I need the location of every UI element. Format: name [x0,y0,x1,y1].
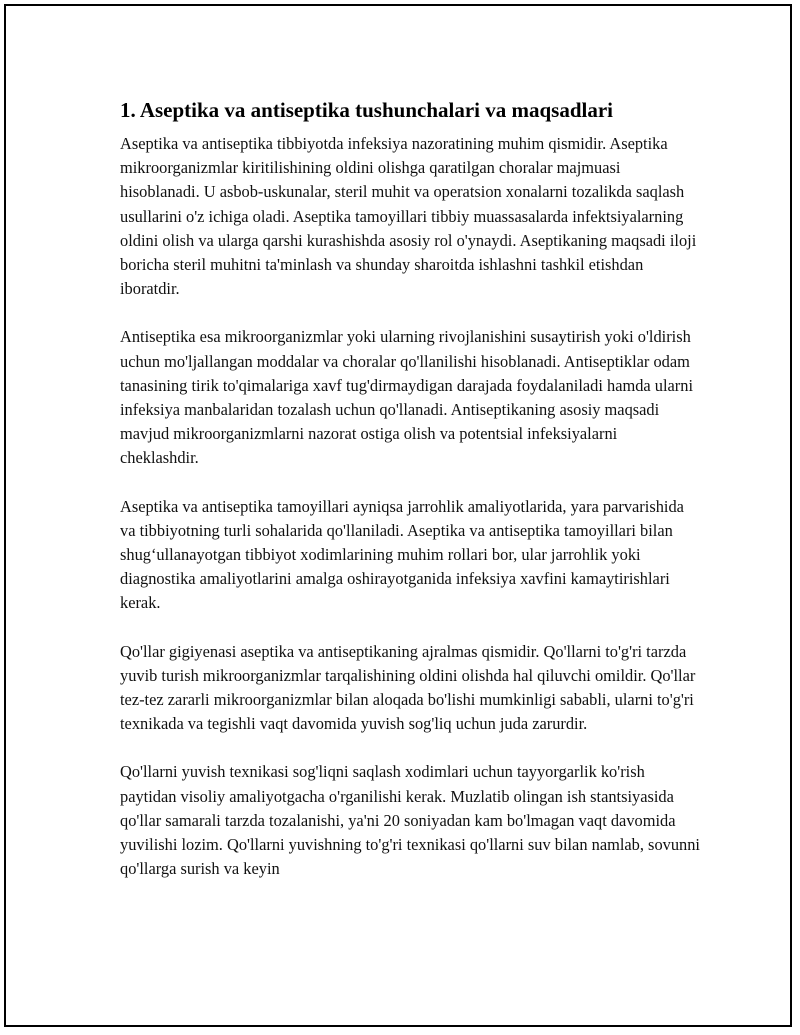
page-frame [4,4,792,1027]
paragraph-1: Aseptika va antiseptika tibbiyotda infeksiya nazoratining muhim qismidir. Aseptika mikroorganizmlar kiritilishining oldini olishga qaratilgan choralar majmuasi hisoblanadi. U asbob-uskunalar, steril muhit va operatsion xonalarni tozalikda saqlash usullarini o'z ichiga oladi. Aseptika tamoyillari tibbiy muassasalarda infektsiyalarning oldini olish va ularga qarshi kurashishda asosiy rol o'ynaydi. Aseptikaning maqsadi iloji boricha steril muhitni ta'minlash va shunday sharoitda ishlashni tashkil etishdan iboratdir. [120,134,697,299]
paragraph-2: Antiseptika esa mikroorganizmlar yoki ularning rivojlanishini susaytirish yoki o'ldirish uchun mo'ljallangan moddalar va choralar qo'llanilishi hisoblanadi. Antiseptiklar odam tanasining tirik to'qimalariga xavf tug'dirmaydigan darajada foydalaniladi hamda ularni infeksiya manbalaridan tozalash uchun qo'llanadi. Antiseptikaning asosiy maqsadi mavjud mikroorganizmlarni nazorat ostiga olish va potentsial infeksiyalarni cheklashdir. [120,327,694,468]
section-heading: 1. Aseptika va antiseptika tushunchalari va maqsadlari [120,98,614,122]
paragraph-4: Qo'llar gigiyenasi aseptika va antiseptikaning ajralmas qismidir. Qo'llarni to'g'ri tarzda yuvib turish mikroorganizmlar tarqalishining oldini olishda hal qiluvchi omildir. Qo'llar tez-tez zararli mikroorganizmlar bilan aloqada bo'lishi mumkinligi sababli, ularni to'g'ri texnikada va tegishli vaqt davomida yuvish sog'liq uchun juda zarurdir. [120,641,696,734]
paragraph-3: Aseptika va antiseptika tamoyillari ayniqsa jarrohlik amaliyotlarida, yara parvarishida va tibbiyotning turli sohalarida qo'llaniladi. Aseptika va antiseptika tamoyillari bilan shug‘ullanayotgan tibbiyot xodimlarining muhim rollari bor, ular jarrohlik yoki diagnostika amaliyotlarini amalga oshirayotganida infeksiya xavfini kamaytirishlari kerak. [120,496,684,613]
paragraph-5: Qo'llarni yuvish texnikasi sog'liqni saqlash xodimlari uchun tayyorgarlik ko'rish paytidan visoliy amaliyotgacha o'rganilishi kerak. Muzlatib olingan ish stantsiyasida qo'llar samarali tarzda tozalanishi, ya'ni 20 soniyadan kam bo'lmagan vaqt davomida yuvilishi lozim. Qo'llarni yuvishning to'g'ri texnikasi qo'llarni suv bilan namlab, sovunni qo'llarga surish va keyin [120,762,700,879]
document-body [120,96,700,905]
